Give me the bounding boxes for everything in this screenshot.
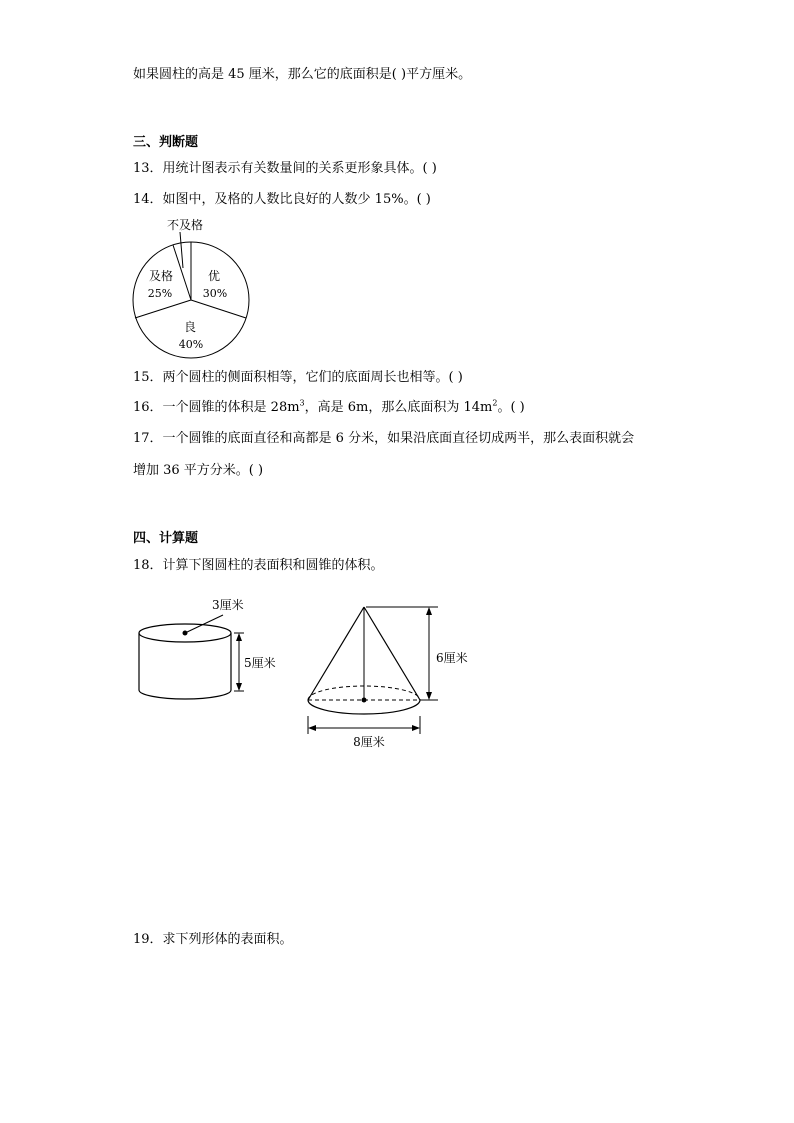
pie-label-pass: 及格 [148,269,174,283]
cylinder-figure [130,592,290,704]
cone-height-arrow-top [426,607,432,615]
section-3-heading: 三、判断题 [133,135,199,150]
pie-callout-label: 不及格 [166,218,204,232]
cone-diameter-label: 8厘米 [353,735,385,749]
question-14: 14．如图中，及格的人数比良好的人数少 15%。( ) [133,192,431,207]
cylinder-height-label: 5厘米 [244,656,276,670]
question-18: 18．计算下图圆柱的表面积和圆锥的体积。 [133,558,384,573]
cylinder-height-arrow-top [236,633,242,641]
cone-height-label: 6厘米 [436,651,468,665]
question-17-line-1: 17．一个圆锥的底面直径和高都是 6 分米，如果沿底面直径切成两半，那么表面积就会 [133,431,635,446]
cylinder-bottom-arc [139,690,231,699]
pie-percent-excellent: 30% [202,287,228,300]
question-16-part-b: ，高是 6m，那么底面积为 14m [304,400,493,415]
cone-center-dot [362,698,367,703]
question-19: 19．求下列形体的表面积。 [133,932,293,947]
section-4-heading: 四、计算题 [133,531,199,546]
pie-percent-pass: 25% [147,287,173,300]
cone-height-arrow-bottom [426,692,432,700]
question-16-part-c: 。( ) [497,400,525,415]
question-13: 13．用统计图表示有关数量间的关系更形象具体。( ) [133,161,437,176]
question-16-sup-square: 2 [492,398,498,408]
question-17-line-2: 增加 36 平方分米。( ) [133,463,264,478]
cylinder-radius-label: 3厘米 [212,598,244,612]
question-16-part-a: 16．一个圆锥的体积是 28m [133,400,300,415]
question-16 [133,399,525,417]
pie-label-excellent: 优 [207,269,221,283]
cone-figure [300,600,480,755]
cone-diameter-arrow-left [308,725,316,731]
cylinder-height-arrow-bottom [236,683,242,691]
pie-chart [125,212,265,362]
pie-percent-good: 40% [178,338,204,351]
cone-right-edge [364,607,420,700]
question-15: 15．两个圆柱的侧面积相等，它们的底面周长也相等。( ) [133,370,463,385]
question-12-tail: 如果圆柱的高是 45 厘米，那么它的底面积是( )平方厘米。 [133,67,472,82]
question-16-sup-cubic: 3 [299,398,305,408]
cone-diameter-arrow-right [412,725,420,731]
pie-label-good: 良 [183,320,197,334]
